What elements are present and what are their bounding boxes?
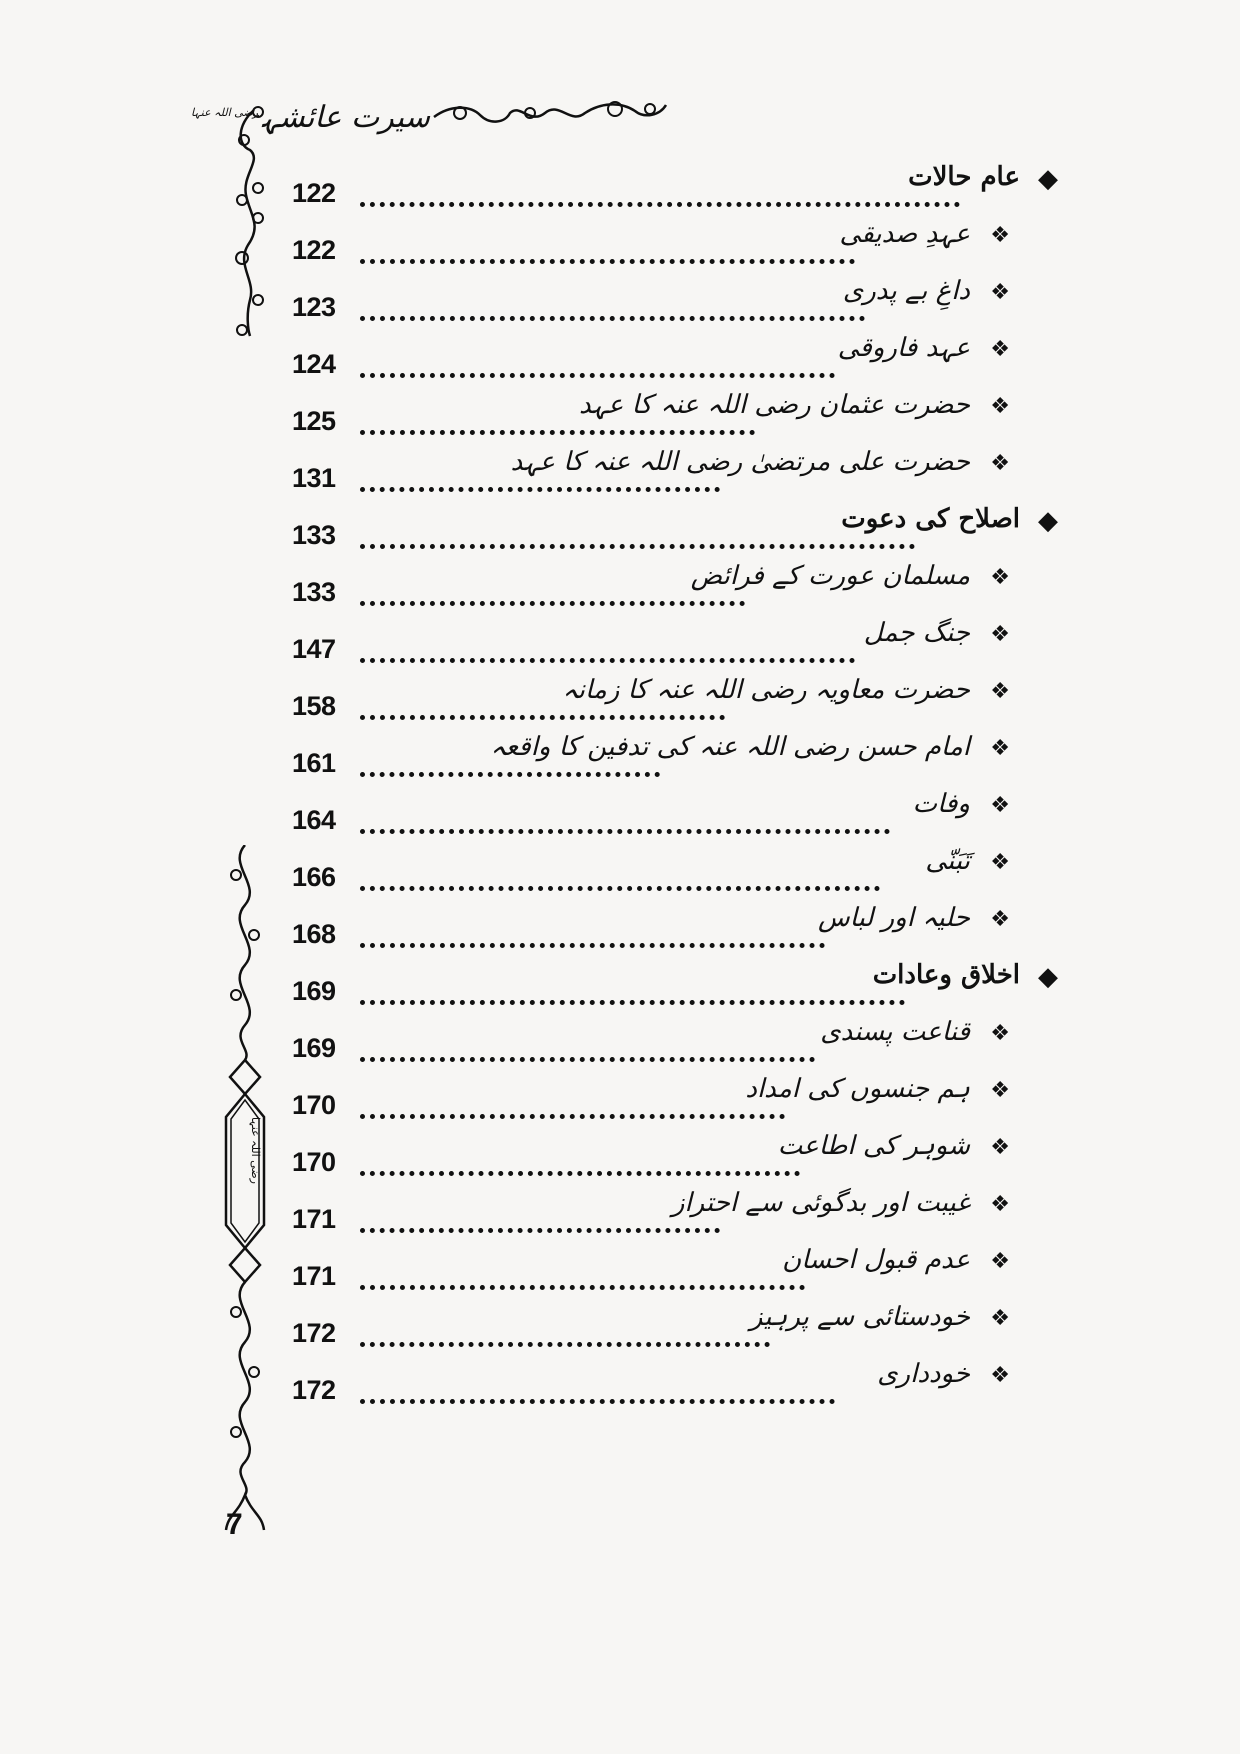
four-diamond-bullet-icon: ❖ [990, 1078, 1010, 1103]
diamond-bullet-icon: ◆ [1038, 962, 1058, 992]
side-medallion-text: رضی اللہ عنہا [249, 1116, 262, 1184]
four-diamond-bullet-icon: ❖ [990, 793, 1010, 818]
four-diamond-bullet-icon: ❖ [990, 1135, 1010, 1160]
dot-leader [360, 239, 855, 264]
toc-entry-page: 172 [292, 1375, 336, 1405]
toc-entry[interactable] [290, 901, 1050, 961]
diamond-bullet-icon: ◆ [1038, 164, 1058, 194]
four-diamond-bullet-icon: ❖ [990, 850, 1010, 875]
toc-entry-title: امام حسن رضی اللہ عنہ کی تدفین کا واقعہ [490, 732, 970, 762]
four-diamond-bullet-icon: ❖ [990, 451, 1010, 476]
four-diamond-bullet-icon: ❖ [990, 394, 1010, 419]
toc-entry[interactable] [290, 1015, 1050, 1075]
four-diamond-bullet-icon: ❖ [990, 1192, 1010, 1217]
toc-entry-page: 169 [292, 1033, 336, 1063]
header-honorific: رضی اللہ عنہا [190, 106, 259, 119]
dot-leader [360, 638, 855, 663]
toc-entry[interactable] [290, 673, 1050, 733]
dot-leader [360, 581, 745, 606]
toc-entry[interactable] [290, 1072, 1050, 1132]
dot-leader [360, 1265, 805, 1290]
dot-leader [360, 353, 835, 378]
toc-entry-page: 171 [292, 1261, 336, 1291]
toc-entry[interactable] [290, 1186, 1050, 1246]
toc-entry-title: داغِ بے پدری [842, 276, 970, 306]
dot-leader [360, 524, 915, 549]
toc-entry-title: خودستائی سے پرہیز [749, 1302, 970, 1332]
toc-entry-title: حضرت عثمان رضی اللہ عنہ کا عہد [578, 390, 970, 420]
header-flourish-icon [430, 95, 670, 131]
four-diamond-bullet-icon: ❖ [990, 280, 1010, 305]
toc-entry-title: قناعت پسندی [820, 1017, 970, 1047]
toc-entry-title: حلیہ اور لباس [817, 903, 970, 933]
four-diamond-bullet-icon: ❖ [990, 223, 1010, 248]
four-diamond-bullet-icon: ❖ [990, 736, 1010, 761]
toc-entry[interactable] [290, 787, 1050, 847]
toc-entry-title: حضرت علی مرتضیٰ رضی اللہ عنہ کا عہد [510, 447, 970, 477]
toc-entry-title: وفات [912, 789, 970, 819]
toc-entry-page: 161 [292, 748, 336, 778]
vine-ornament-icon [232, 100, 268, 340]
toc-entry-page: 123 [292, 292, 336, 322]
toc-entry-page: 131 [292, 463, 336, 493]
diamond-bullet-icon: ◆ [1038, 506, 1058, 536]
toc-entry[interactable] [290, 1300, 1050, 1360]
toc-entry-page: 133 [292, 577, 336, 607]
toc-entry-page: 124 [292, 349, 336, 379]
toc-entry-page: 172 [292, 1318, 336, 1348]
toc-entry-page: 168 [292, 919, 336, 949]
dot-leader [360, 1094, 785, 1119]
dot-leader [360, 1037, 815, 1062]
four-diamond-bullet-icon: ❖ [990, 1306, 1010, 1331]
dot-leader [360, 296, 865, 321]
toc-entry[interactable] [290, 217, 1050, 277]
dot-leader [360, 923, 825, 948]
toc-entry-title: جنگ جمل [863, 618, 970, 648]
dot-leader [360, 1322, 770, 1347]
toc-entry-page: 147 [292, 634, 336, 664]
four-diamond-bullet-icon: ❖ [990, 907, 1010, 932]
toc-entry-page: 169 [292, 976, 336, 1006]
toc-entry[interactable] [290, 331, 1050, 391]
four-diamond-bullet-icon: ❖ [990, 565, 1010, 590]
dot-leader [360, 467, 720, 492]
toc-entry[interactable] [290, 616, 1050, 676]
dot-leader [360, 1208, 720, 1233]
four-diamond-bullet-icon: ❖ [990, 622, 1010, 647]
dot-leader [360, 1151, 800, 1176]
header-title-text: سیرت عائشہ [261, 100, 430, 135]
toc-entry[interactable] [290, 274, 1050, 334]
toc-entry-page: 125 [292, 406, 336, 436]
toc-entry[interactable] [290, 559, 1050, 619]
toc-entry-page: 158 [292, 691, 336, 721]
toc-entry-title: عدم قبول احسان [782, 1245, 970, 1275]
dot-leader [360, 752, 660, 777]
four-diamond-bullet-icon: ❖ [990, 337, 1010, 362]
toc-entry[interactable] [290, 502, 1058, 562]
toc-entry[interactable] [290, 1357, 1050, 1417]
toc-entry-title: خودداری [877, 1359, 970, 1389]
dot-leader [360, 809, 890, 834]
toc-entry[interactable] [290, 958, 1058, 1018]
four-diamond-bullet-icon: ❖ [990, 1363, 1010, 1388]
toc-entry-title: اخلاق وعادات [872, 960, 1020, 990]
dot-leader [360, 980, 905, 1005]
toc-entry-title: عام حالات [908, 162, 1020, 192]
toc-entry-page: 122 [292, 235, 336, 265]
toc-entry-title: شوہر کی اطاعت [777, 1131, 970, 1161]
four-diamond-bullet-icon: ❖ [990, 1021, 1010, 1046]
toc-entry[interactable] [290, 160, 1058, 220]
toc-entry-title: ہم جنسوں کی امداد [745, 1074, 970, 1104]
four-diamond-bullet-icon: ❖ [990, 1249, 1010, 1274]
toc-entry-page: 170 [292, 1147, 336, 1177]
toc-entry-title: مسلمان عورت کے فرائض [690, 561, 970, 591]
toc-entry-title: عہدِ صدیقی [839, 219, 970, 249]
toc-entry-page: 171 [292, 1204, 336, 1234]
page-number: 7 [226, 1508, 243, 1541]
toc-entry[interactable] [290, 388, 1050, 448]
toc-entry-title: عہد فاروقی [837, 333, 970, 363]
toc-entry[interactable] [290, 844, 1050, 904]
dot-leader [360, 1379, 835, 1404]
toc-entry[interactable] [290, 445, 1050, 505]
dot-leader [360, 695, 725, 720]
toc-entry-title: حضرت معاویہ رضی اللہ عنہ کا زمانہ [562, 675, 970, 705]
toc-entry-page: 164 [292, 805, 336, 835]
toc-entry-page: 122 [292, 178, 336, 208]
toc-entry-title: اصلاح کی دعوت [841, 504, 1020, 534]
toc-entry-page: 170 [292, 1090, 336, 1120]
toc-entry-title: تَبَنّی [925, 846, 970, 876]
four-diamond-bullet-icon: ❖ [990, 679, 1010, 704]
dot-leader [360, 182, 960, 207]
running-header-title [190, 100, 430, 135]
toc-entry-title: غیبت اور بدگوئی سے احتراز [671, 1188, 970, 1218]
dot-leader [360, 410, 755, 435]
toc-entry[interactable] [290, 1243, 1050, 1303]
toc-entry[interactable] [290, 730, 1050, 790]
toc-entry-page: 166 [292, 862, 336, 892]
toc-entry-page: 133 [292, 520, 336, 550]
toc-entry[interactable] [290, 1129, 1050, 1189]
dot-leader [360, 866, 880, 891]
